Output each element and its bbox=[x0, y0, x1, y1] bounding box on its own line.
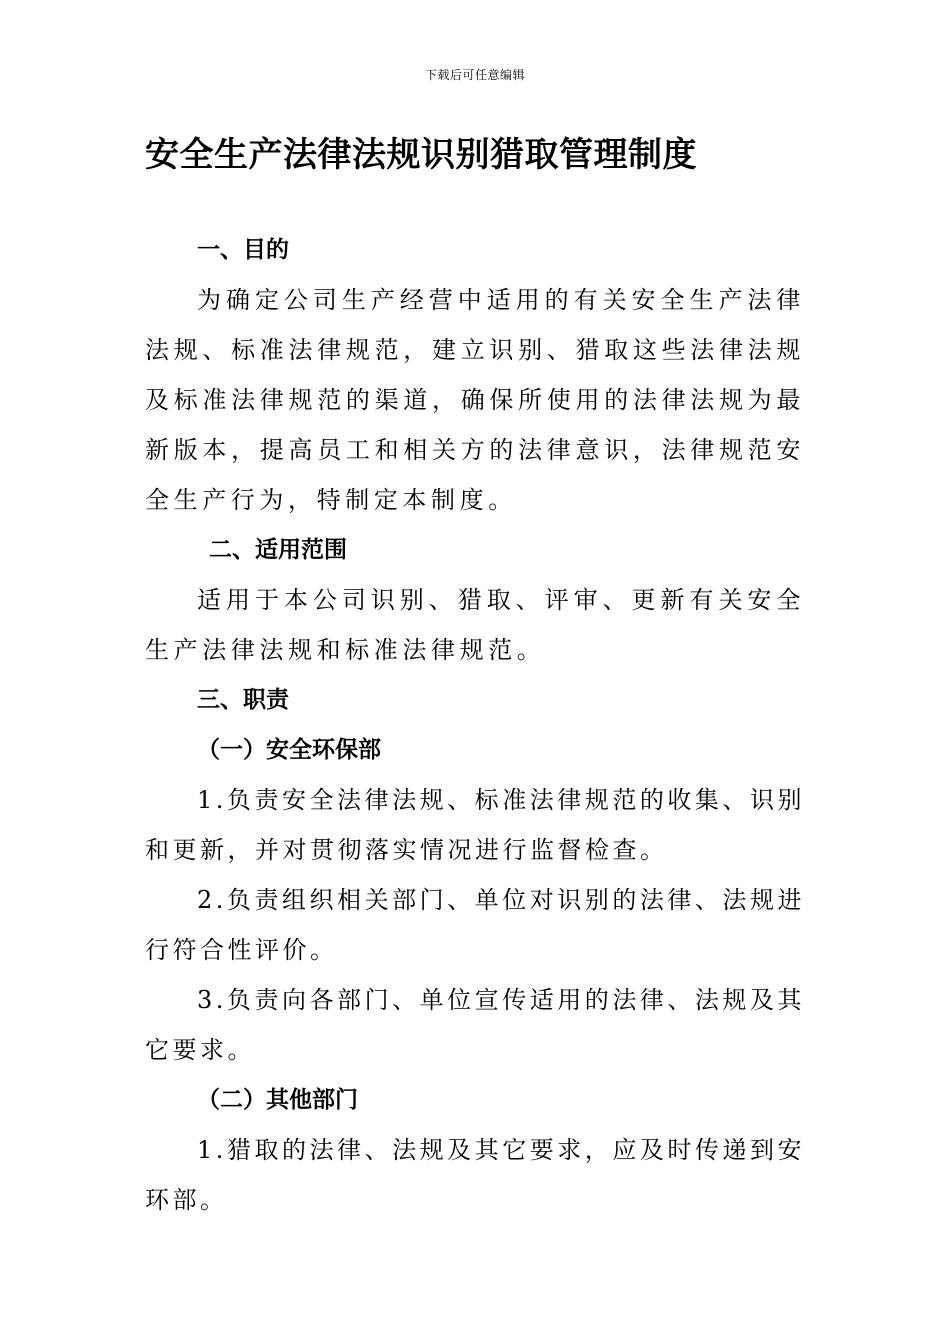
subsection-heading-other-depts: （二）其他部门 bbox=[197, 1087, 358, 1113]
section-heading-purpose: 一、目的 bbox=[197, 237, 289, 263]
duty-item-2: 2.负责组织相关部门、单位对识别的法律、法规进行符合性评价。 bbox=[145, 886, 805, 964]
paragraph-scope: 适用于本公司识别、猎取、评审、更新有关安全生产法律法规和标准法律规范。 bbox=[145, 586, 805, 664]
other-dept-item-1: 1.猎取的法律、法规及其它要求，应及时传递到安环部。 bbox=[145, 1136, 805, 1214]
paragraph-purpose: 为确定公司生产经营中适用的有关安全生产法律法规、标准法律规范，建立识别、猎取这些法律法规及标准法律规范的渠道，确保所使用的法律法规为最新版本，提高员工和相关方的法律意识，法律规范安全生产行为，特制定本制度。 bbox=[145, 286, 805, 514]
subsection-heading-safety-dept: （一）安全环保部 bbox=[197, 737, 381, 763]
header-note: 下载后可任意编辑 bbox=[424, 68, 525, 82]
section-heading-duties: 三、职责 bbox=[197, 687, 289, 713]
section-heading-scope: 二、适用范围 bbox=[209, 537, 347, 563]
document-title: 安全生产法律法规识别猎取管理制度 bbox=[145, 135, 697, 175]
duty-item-1: 1.负责安全法律法规、标准法律规范的收集、识别和更新，并对贯彻落实情况进行监督检查。 bbox=[145, 786, 805, 864]
document-body bbox=[145, 225, 825, 1225]
duty-item-3: 3.负责向各部门、单位宣传适用的法律、法规及其它要求。 bbox=[145, 986, 805, 1064]
